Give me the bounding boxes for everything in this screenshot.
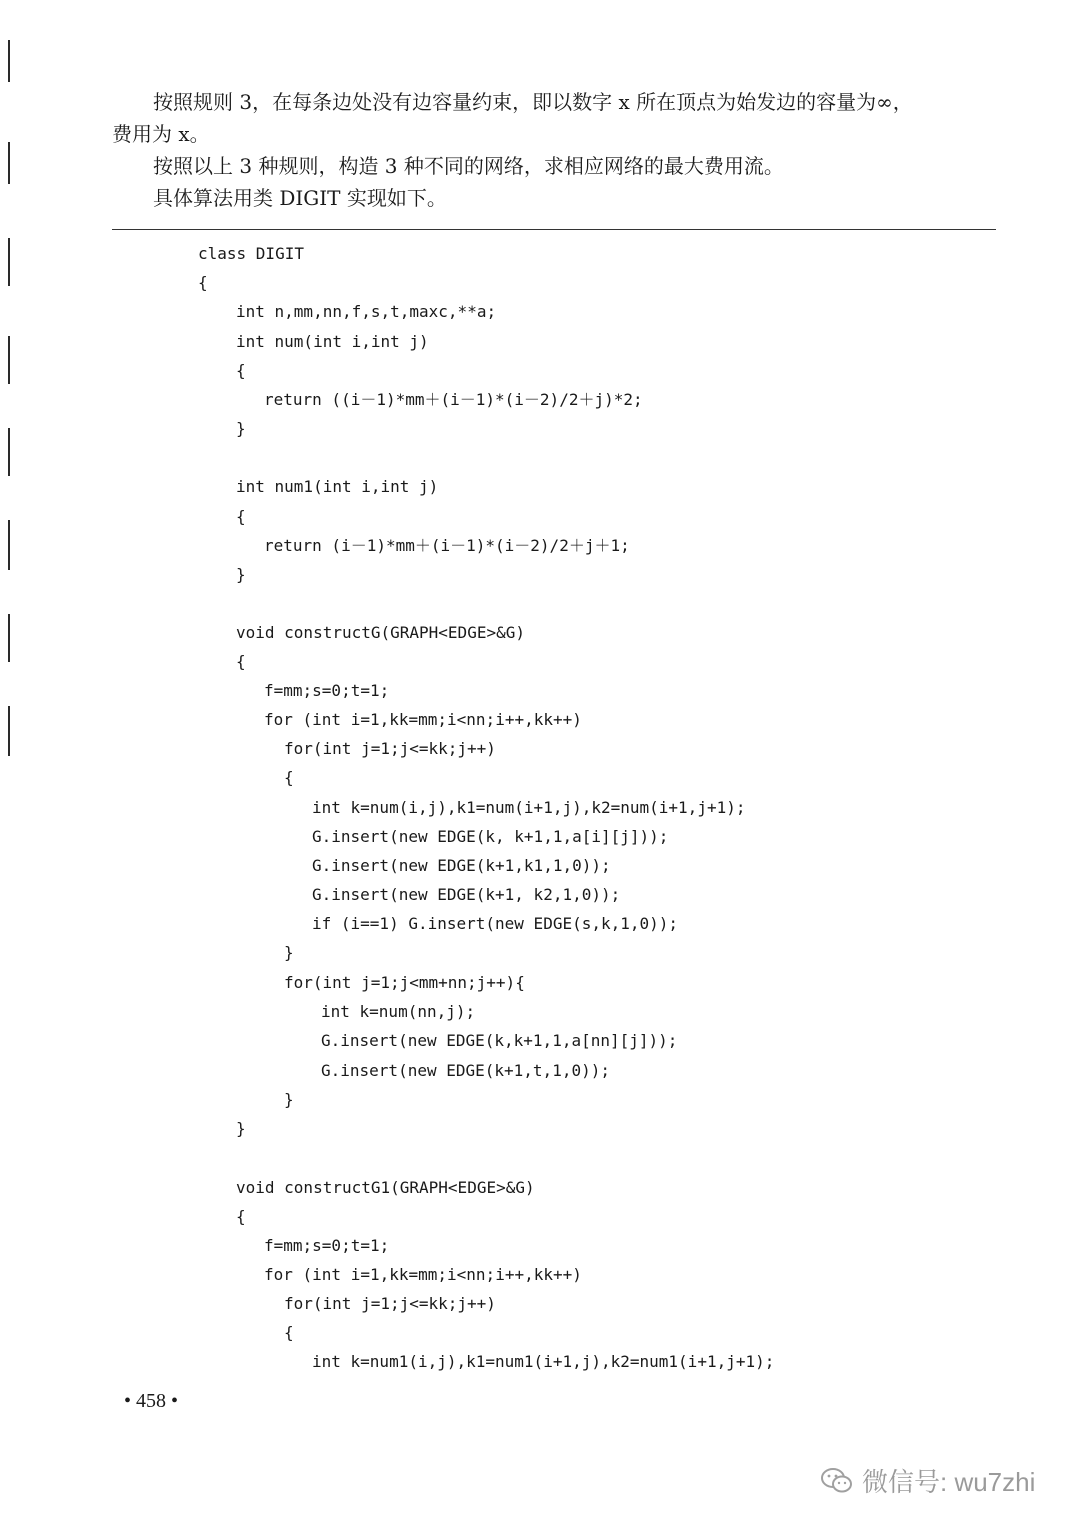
margin-mark xyxy=(8,706,10,756)
code-line: { xyxy=(236,361,246,380)
code-line: for(int j=1;j<=kk;j++) xyxy=(284,739,496,758)
code-line: G.insert(new EDGE(k+1, k2,1,0)); xyxy=(312,885,621,904)
code-line: } xyxy=(284,943,294,962)
body-paragraph: 费用为 x。 xyxy=(112,122,210,146)
code-line: G.insert(new EDGE(k,k+1,1,a[nn][j])); xyxy=(321,1031,678,1050)
code-line: int k=num1(i,j),k1=num1(i+1,j),k2=num1(i+1,j+1); xyxy=(312,1352,775,1371)
body-paragraph: 按照规则 3，在每条边处没有边容量约束，即以数字 x 所在顶点为始发边的容量为∞， xyxy=(153,90,913,114)
code-line: int k=num(nn,j); xyxy=(321,1002,476,1021)
body-paragraph: 按照以上 3 种规则，构造 3 种不同的网络，求相应网络的最大费用流。 xyxy=(153,154,784,178)
code-line: for (int i=1,kk=mm;i<nn;i++,kk++) xyxy=(264,710,582,729)
code-line: G.insert(new EDGE(k, k+1,1,a[i][j])); xyxy=(312,827,669,846)
code-line: for(int j=1;j<mm+nn;j++){ xyxy=(284,973,525,992)
code-line: return (i－1)*mm＋(i－1)*(i－2)/2＋j＋1; xyxy=(264,536,630,555)
page-number: • 458 • xyxy=(124,1390,179,1412)
code-line: int num1(int i,int j) xyxy=(236,477,439,496)
margin-mark xyxy=(8,520,10,570)
code-line: void constructG1(GRAPH<EDGE>&G) xyxy=(236,1178,535,1197)
code-line: int k=num(i,j),k1=num(i+1,j),k2=num(i+1,j+1); xyxy=(312,798,746,817)
margin-mark xyxy=(8,428,10,476)
code-line: return ((i－1)*mm＋(i－1)*(i－2)/2＋j)*2; xyxy=(264,390,643,409)
code-line: { xyxy=(236,652,246,671)
code-line: { xyxy=(284,768,294,787)
code-line: void constructG(GRAPH<EDGE>&G) xyxy=(236,623,525,642)
wechat-icon xyxy=(820,1467,854,1495)
margin-mark xyxy=(8,40,10,82)
code-line: f=mm;s=0;t=1; xyxy=(264,681,390,700)
code-line: int num(int i,int j) xyxy=(236,332,429,351)
code-line: f=mm;s=0;t=1; xyxy=(264,1236,390,1255)
body-paragraph: 具体算法用类 DIGIT 实现如下。 xyxy=(153,186,447,210)
code-line: if (i==1) G.insert(new EDGE(s,k,1,0)); xyxy=(312,914,679,933)
code-line: int n,mm,nn,f,s,t,maxc,**a; xyxy=(236,302,497,321)
code-line: G.insert(new EDGE(k+1,k1,1,0)); xyxy=(312,856,611,875)
section-rule xyxy=(112,229,996,230)
code-line: } xyxy=(284,1090,294,1109)
code-line: class DIGIT xyxy=(198,244,304,263)
margin-mark xyxy=(8,336,10,384)
watermark-text: 微信号: wu7zhi xyxy=(862,1467,1036,1497)
watermark xyxy=(820,1462,1035,1499)
code-line: for(int j=1;j<=kk;j++) xyxy=(284,1294,496,1313)
code-line: } xyxy=(236,419,246,438)
code-line: { xyxy=(198,273,208,292)
code-line: { xyxy=(236,1207,246,1226)
code-line: { xyxy=(284,1323,294,1342)
margin-mark xyxy=(8,614,10,662)
code-line: { xyxy=(236,507,246,526)
code-line: } xyxy=(236,565,246,584)
code-line: G.insert(new EDGE(k+1,t,1,0)); xyxy=(321,1061,610,1080)
code-line: for (int i=1,kk=mm;i<nn;i++,kk++) xyxy=(264,1265,582,1284)
margin-mark xyxy=(8,142,10,184)
code-line: } xyxy=(236,1119,246,1138)
margin-mark xyxy=(8,238,10,286)
